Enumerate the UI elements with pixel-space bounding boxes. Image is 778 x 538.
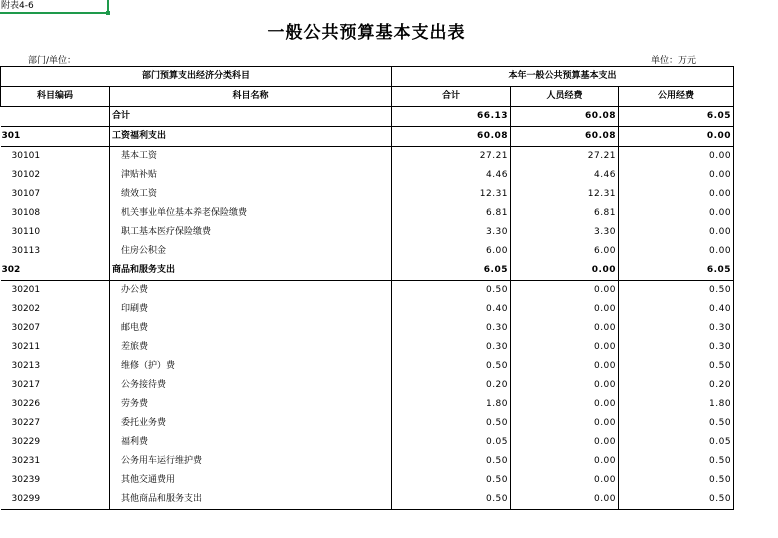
personnel-cell: 0.00 [511,357,619,376]
personnel-cell: 0.00 [511,490,619,510]
group-header-left: 部门预算支出经济分类科目 [1,67,392,87]
fill-handle[interactable] [106,11,110,15]
total-cell: 3.30 [392,223,511,242]
col-header-code: 科目编码 [1,87,110,107]
table-row [1,471,734,490]
code-cell: 30207 [11,323,41,333]
public-cell: 0.30 [619,319,734,338]
name-cell: 公务用车运行维护费 [110,452,392,471]
public-cell: 6.05 [619,261,734,281]
public-cell: 0.00 [619,185,734,204]
public-cell: 1.80 [619,395,734,414]
total-cell: 0.40 [392,300,511,319]
name-cell: 邮电费 [110,319,392,338]
code-cell: 30226 [11,399,41,409]
group-header-row [1,67,734,87]
total-cell: 1.80 [392,395,511,414]
total-cell: 12.31 [392,185,511,204]
public-cell: 0.50 [619,452,734,471]
code-cell: 30213 [11,361,41,371]
personnel-cell: 3.30 [511,223,619,242]
table-row [1,242,734,261]
total-cell: 60.08 [392,127,511,147]
total-cell: 6.05 [392,261,511,281]
total-cell: 0.50 [392,357,511,376]
name-cell: 印刷费 [110,300,392,319]
table-row [1,261,734,281]
table-row [1,223,734,242]
name-cell: 其他商品和服务支出 [110,490,392,510]
public-cell: 0.00 [619,127,734,147]
table-row [1,204,734,223]
name-cell: 津贴补贴 [110,166,392,185]
table-row [1,414,734,433]
total-cell: 0.20 [392,376,511,395]
personnel-cell: 0.00 [511,395,619,414]
personnel-cell: 0.00 [511,414,619,433]
code-cell: 30201 [11,285,41,295]
personnel-cell: 0.00 [511,376,619,395]
public-cell: 0.00 [619,147,734,167]
personnel-cell: 60.08 [511,127,619,147]
total-cell: 0.50 [392,281,511,301]
name-cell: 委托业务费 [110,414,392,433]
public-cell: 0.30 [619,338,734,357]
public-cell: 0.50 [619,414,734,433]
code-cell: 30107 [11,189,41,199]
name-cell: 商品和服务支出 [110,261,392,281]
total-cell: 0.50 [392,490,511,510]
table-row [1,300,734,319]
table-row [1,433,734,452]
department-label: 部门/单位： [28,56,77,66]
total-cell: 0.05 [392,433,511,452]
code-cell: 301 [1,127,110,147]
code-cell: 30101 [11,151,41,161]
code-cell: 30202 [11,304,41,314]
total-cell: 0.50 [392,414,511,433]
code-cell: 30227 [11,418,41,428]
table-title: 一般公共预算基本支出表 [267,23,466,43]
name-cell: 公务接待费 [110,376,392,395]
budget-table [0,66,734,510]
personnel-cell: 0.00 [511,261,619,281]
total-cell: 0.50 [392,452,511,471]
name-cell: 福利费 [110,433,392,452]
personnel-cell: 6.00 [511,242,619,261]
attachment-label: 附表4-6 [1,1,34,11]
total-public-cell: 6.05 [619,107,734,127]
total-cell: 6.00 [392,242,511,261]
total-row [1,107,734,127]
code-cell: 30231 [11,456,41,466]
code-cell: 30108 [11,208,41,218]
col-header-public: 公用经费 [619,87,734,107]
total-cell: 0.30 [392,319,511,338]
name-cell: 机关事业单位基本养老保险缴费 [110,204,392,223]
column-header-row [1,87,734,107]
unit-label: 单位：万元 [651,56,697,66]
table-row [1,319,734,338]
table-row [1,357,734,376]
table-row [1,281,734,301]
code-cell: 30299 [1,490,110,510]
table-row [1,127,734,147]
total-code-cell [1,107,110,127]
name-cell: 职工基本医疗保险缴费 [110,223,392,242]
personnel-cell: 12.31 [511,185,619,204]
code-cell: 30229 [11,437,41,447]
personnel-cell: 0.00 [511,433,619,452]
personnel-cell: 0.00 [511,319,619,338]
personnel-cell: 0.00 [511,300,619,319]
table-row [1,376,734,395]
total-total-cell: 66.13 [392,107,511,127]
code-cell: 30217 [11,380,41,390]
code-cell: 30113 [11,246,41,256]
table-row [1,166,734,185]
name-cell: 住房公积金 [110,242,392,261]
name-cell: 办公费 [110,281,392,301]
public-cell: 0.05 [619,433,734,452]
personnel-cell: 0.00 [511,338,619,357]
code-cell: 30211 [11,342,41,352]
total-cell: 6.81 [392,204,511,223]
public-cell: 0.00 [619,166,734,185]
personnel-cell: 27.21 [511,147,619,167]
name-cell: 工资福利支出 [110,127,392,147]
table-row [1,395,734,414]
col-header-personnel: 人员经费 [511,87,619,107]
public-cell: 0.40 [619,300,734,319]
table-row [1,338,734,357]
name-cell: 维修（护）费 [110,357,392,376]
code-cell: 30102 [11,170,41,180]
personnel-cell: 0.00 [511,281,619,301]
public-cell: 0.50 [619,490,734,510]
code-cell: 302 [1,261,110,281]
public-cell: 0.50 [619,471,734,490]
personnel-cell: 0.00 [511,452,619,471]
name-cell: 其他交通费用 [110,471,392,490]
public-cell: 0.00 [619,204,734,223]
code-cell: 30110 [11,227,41,237]
personnel-cell: 0.00 [511,471,619,490]
table-row [1,185,734,204]
personnel-cell: 4.46 [511,166,619,185]
total-personnel-cell: 60.08 [511,107,619,127]
total-cell: 27.21 [392,147,511,167]
public-cell: 0.50 [619,357,734,376]
personnel-cell: 6.81 [511,204,619,223]
group-header-right: 本年一般公共预算基本支出 [392,67,734,87]
public-cell: 0.20 [619,376,734,395]
table-row [1,490,734,510]
total-cell: 0.50 [392,471,511,490]
name-cell: 差旅费 [110,338,392,357]
code-cell: 30239 [11,475,41,485]
col-header-total: 合计 [392,87,511,107]
public-cell: 0.50 [619,281,734,301]
name-cell: 基本工资 [110,147,392,167]
table-row [1,452,734,471]
name-cell: 劳务费 [110,395,392,414]
col-header-name: 科目名称 [110,87,392,107]
total-cell: 4.46 [392,166,511,185]
name-cell: 绩效工资 [110,185,392,204]
total-name-cell: 合计 [110,107,392,127]
total-cell: 0.30 [392,338,511,357]
public-cell: 0.00 [619,242,734,261]
public-cell: 0.00 [619,223,734,242]
table-row [1,147,734,167]
